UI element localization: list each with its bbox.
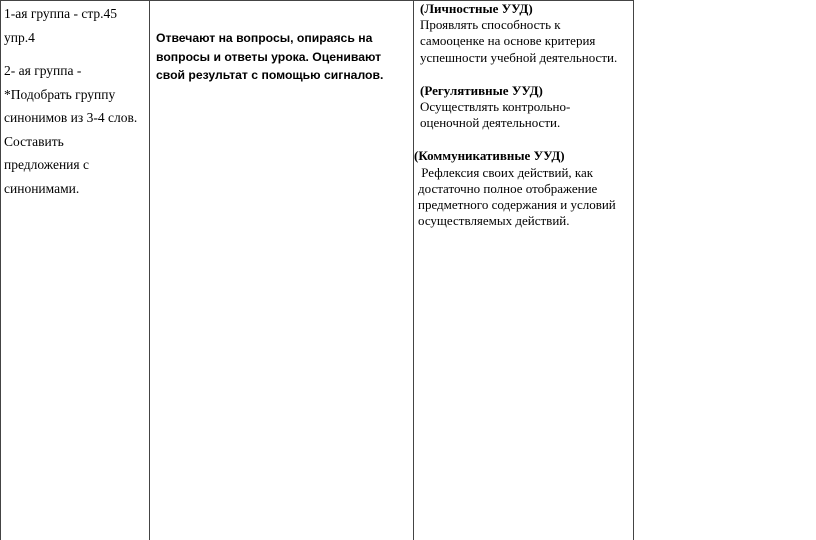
outcome-line: предметного содержания и условий (418, 197, 616, 213)
outcome-line: осуществляемых действий. (418, 213, 570, 229)
regulatory-uud-heading: (Регулятивные УУД) (420, 82, 543, 98)
activity-line: свой результат с помощью сигналов. (156, 68, 384, 82)
task-line: синонимов из 3-4 слов. (4, 110, 138, 125)
personal-uud-heading: (Личностные УУД) (420, 1, 533, 16)
student-activity-cell (156, 0, 410, 540)
communicative-uud-block (414, 148, 632, 229)
outcome-line: достаточно полное отображение (418, 180, 598, 196)
table-right-border (633, 0, 634, 540)
outcome-line: Проявлять способность к (420, 17, 561, 33)
activity-line: вопросы и ответы урока. Оценивают (156, 49, 382, 64)
communicative-uud-heading: (Коммуникативные УУД) (414, 148, 565, 164)
outcome-line: Осуществлять контрольно- (420, 99, 571, 115)
task-line: синонимами. (4, 180, 80, 196)
task-line: предложения с (4, 157, 89, 172)
column-divider-1 (149, 0, 150, 540)
task-line: Составить (4, 133, 64, 149)
activity-line: Отвечают на вопросы, опираясь на (156, 31, 373, 45)
learning-outcomes-cell (414, 0, 632, 540)
task-line: 2- ая группа - (4, 63, 82, 78)
task-line: *Подобрать группу (4, 86, 116, 102)
outcome-line: успешности учебной деятельности. (420, 49, 618, 65)
regulatory-uud-block (420, 83, 632, 132)
task-line: упр.4 (4, 29, 35, 45)
student-tasks-cell (4, 0, 146, 540)
table-left-border (0, 0, 1, 540)
personal-uud-block (420, 1, 632, 66)
outcome-line: оценочной деятельности. (420, 115, 561, 131)
outcome-line: Рефлексия своих действий, как (418, 164, 594, 180)
outcome-line: самооценке на основе критерия (420, 33, 596, 49)
task-line: 1-ая группа - стр.45 (4, 6, 118, 21)
